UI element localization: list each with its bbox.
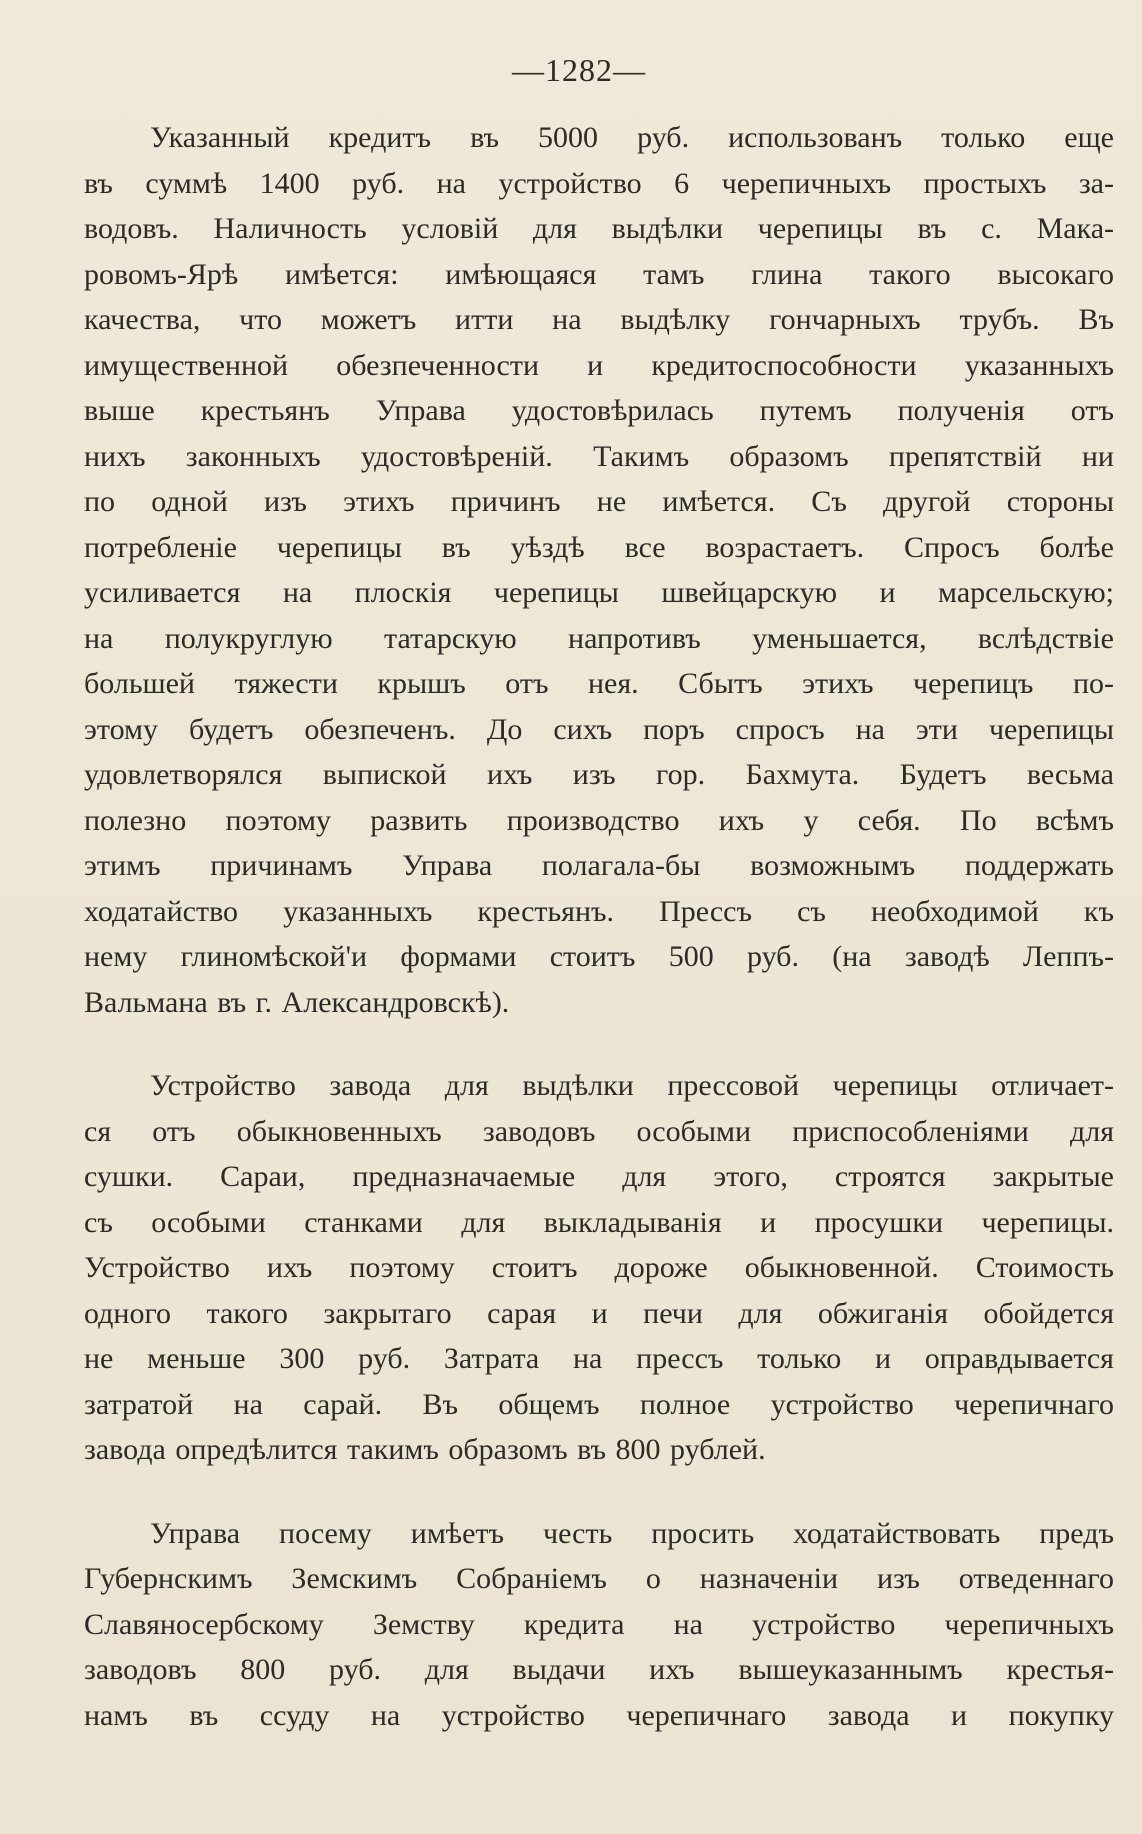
text-line: Устройство ихъ поэтому стоитъ дороже обыкновенной. Стоимость <box>84 1251 1114 1284</box>
text-line: водовъ. Наличность условій для выдѣлки черепицы въ с. Мака- <box>84 212 1114 245</box>
text-line: ся отъ обыкновенныхъ заводовъ особыми приспособленіями для <box>84 1114 1114 1148</box>
text-line: полезно поэтому развить производство ихъ у себя. По всѣмъ <box>84 803 1114 837</box>
paragraph-gap <box>84 1025 1114 1063</box>
text-line: ровомъ-Ярѣ имѣется: имѣющаяся тамъ глина такого высокаго <box>84 257 1114 291</box>
text-line: нему глиномѣской'и формами стоитъ 500 руб. (на заводѣ Леппъ- <box>84 940 1114 973</box>
text-line: большей тяжести крышъ отъ нея. Сбытъ этихъ черепицъ по- <box>84 667 1114 700</box>
text-line: этому будетъ обезпеченъ. До сихъ поръ спросъ на эти черепицы <box>84 712 1114 746</box>
text-line: на полукруглую татарскую напротивъ уменьшается, вслѣдствіе <box>84 621 1114 655</box>
text-line: въ суммѣ 1400 руб. на устройство 6 черепичныхъ простыхъ за- <box>84 166 1114 200</box>
paragraph-gap <box>84 1473 1114 1511</box>
text-line: этимъ причинамъ Управа полагала-бы возможнымъ поддержать <box>84 849 1114 882</box>
text-line: Славяносербскому Земству кредита на устройство черепичныхъ <box>84 1607 1114 1641</box>
text-line: выше крестьянъ Управа удостовѣрилась путемъ полученія отъ <box>84 394 1114 427</box>
text-line: затратой на сарай. Въ общемъ полное устройство черепичнаго <box>84 1387 1114 1421</box>
text-line: Губернскимъ Земскимъ Собраніемъ о назначеніи изъ отведеннаго <box>84 1562 1114 1595</box>
text-line: качества, что можетъ итти на выдѣлку гончарныхъ трубъ. Въ <box>84 303 1114 336</box>
text-line: Управа посему имѣетъ честь просить ходатайствовать предъ <box>150 1516 1114 1550</box>
paragraph-3 <box>84 1511 1114 1739</box>
paragraph-1 <box>84 115 1114 1025</box>
text-line: завода опредѣлится такимъ образомъ въ 800 рублей. <box>84 1433 766 1466</box>
text-line: Вальмана въ г. Александровскѣ). <box>84 985 510 1019</box>
text-line: одного такого закрытаго сарая и печи для обжиганія обойдется <box>84 1296 1114 1330</box>
paragraph-2 <box>84 1063 1114 1473</box>
text-line: намъ въ ссуду на устройство черепичнаго завода и покупку <box>84 1698 1114 1732</box>
text-line: усиливается на плоскія черепицы швейцарскую и марсельскую; <box>84 576 1114 609</box>
text-line: не меньше 300 руб. Затрата на прессъ только и оправдывается <box>84 1342 1114 1375</box>
text-line: съ особыми станками для выкладыванія и просушки черепицы. <box>84 1205 1114 1239</box>
page-number: —1282— <box>512 52 646 88</box>
text-line: Устройство завода для выдѣлки прессовой черепицы отличает- <box>150 1069 1114 1102</box>
text-line: удовлетворялся выпиской ихъ изъ гор. Бахмута. Будетъ весьма <box>84 758 1114 791</box>
text-line: ходатайство указанныхъ крестьянъ. Прессъ съ необходимой къ <box>84 894 1114 928</box>
text-line: сушки. Сараи, предназначаемые для этого, строятся закрытые <box>84 1160 1114 1193</box>
text-line: заводовъ 800 руб. для выдачи ихъ вышеуказаннымъ крестья- <box>84 1653 1114 1686</box>
text-line: по одной изъ этихъ причинъ не имѣется. Съ другой стороны <box>84 485 1114 518</box>
text-line: потребленіе черепицы въ уѣздѣ все возрастаетъ. Спросъ болѣе <box>84 530 1114 564</box>
text-line: Указанный кредитъ въ 5000 руб. использованъ только еще <box>150 121 1114 154</box>
text-line: нихъ законныхъ удостовѣреній. Такимъ образомъ препятствій ни <box>84 439 1114 473</box>
text-line: имущественной обезпеченности и кредитоспособности указанныхъ <box>84 348 1114 382</box>
